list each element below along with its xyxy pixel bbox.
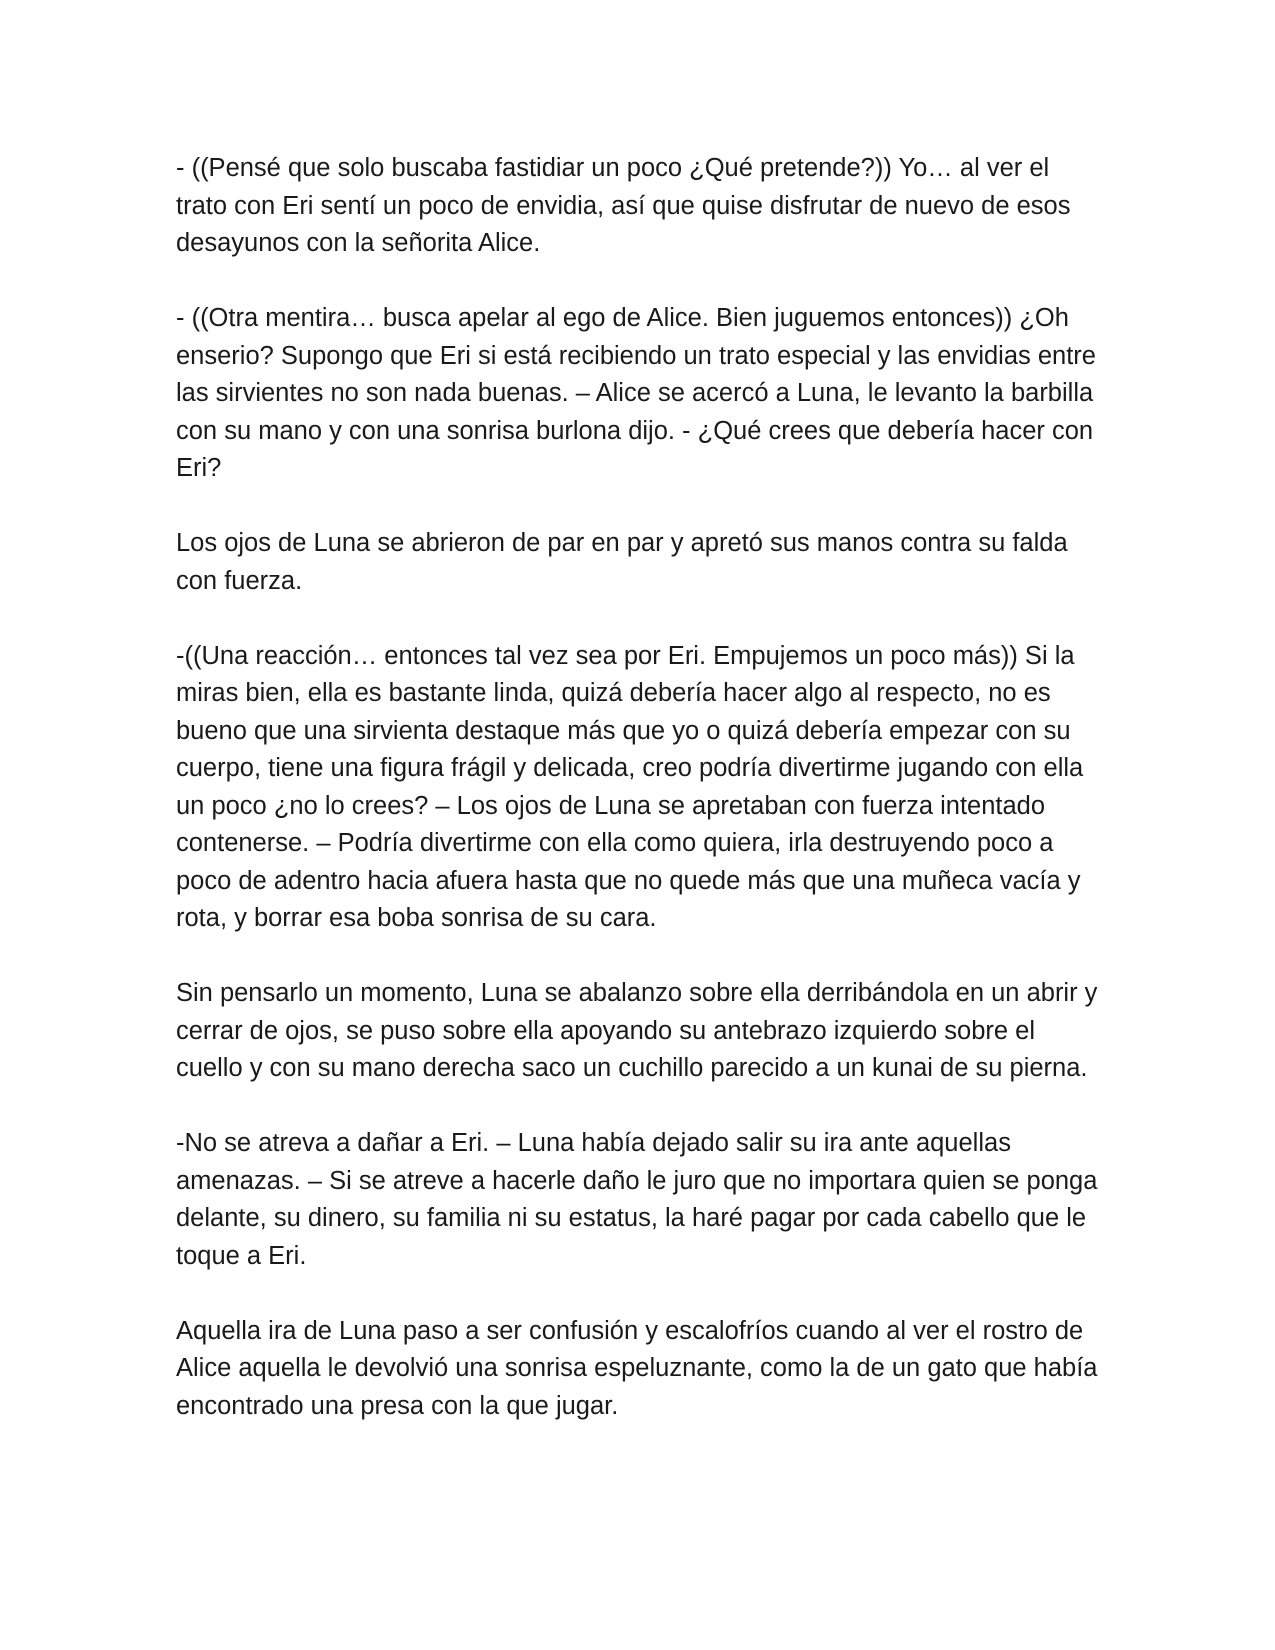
paragraph: -No se atreva a dañar a Eri. – Luna había dejado salir su ira ante aquellas amenazas. – Si se atreve a hacerle daño le juro que no importara quien se ponga delante, su dinero, su familia ni su estatus, la haré pagar por cada cabello que le toque a Eri. (176, 1129, 1098, 1270)
paragraph: Sin pensarlo un momento, Luna se abalanzo sobre ella derribándola en un abrir y cerrar de ojos, se puso sobre ella apoyando su antebrazo izquierdo sobre el cuello y con su mano derecha saco un cuchillo parecido a un kunai de su pierna. (176, 979, 1098, 1082)
paragraph: - ((Pensé que solo buscaba fastidiar un poco ¿Qué pretende?)) Yo… al ver el trato con Eri sentí un poco de envidia, así que quise disfrutar de nuevo de esos desayunos con la señorita Alice. (176, 154, 1071, 257)
paragraph: - ((Otra mentira… busca apelar al ego de Alice. Bien juguemos entonces)) ¿Oh enserio? Supongo que Eri si está recibiendo un trato especial y las envidias entre las sirvientes no son nada buenas. – Alice se acercó a Luna, le levanto la barbilla con su mano y con una sonrisa burlona dijo. - ¿Qué crees que debería hacer con Eri? (176, 304, 1096, 482)
document-body (176, 150, 1106, 1425)
paragraph: -((Una reacción… entonces tal vez sea por Eri. Empujemos un poco más)) Si la miras bien, ella es bastante linda, quizá debería hacer algo al respecto, no es bueno que una sirvienta destaque más que yo o quizá debería empezar con su cuerpo, tiene una figura frágil y delicada, creo podría divertirme jugando con ella un poco ¿no lo crees? – Los ojos de Luna se apretaban con fuerza intentado contenerse. – Podría divertirme con ella como quiera, irla destruyendo poco a poco de adentro hacia afuera hasta que no quede más que una muñeca vacía y rota, y borrar esa boba sonrisa de su cara. (176, 641, 1084, 932)
paragraph: Aquella ira de Luna paso a ser confusión y escalofríos cuando al ver el rostro de Alice aquella le devolvió una sonrisa espeluznante, como la de un gato que había encontrado una presa con la que jugar. (176, 1316, 1098, 1420)
paragraph: Los ojos de Luna se abrieron de par en par y apretó sus manos contra su falda con fuerza. (176, 529, 1068, 595)
